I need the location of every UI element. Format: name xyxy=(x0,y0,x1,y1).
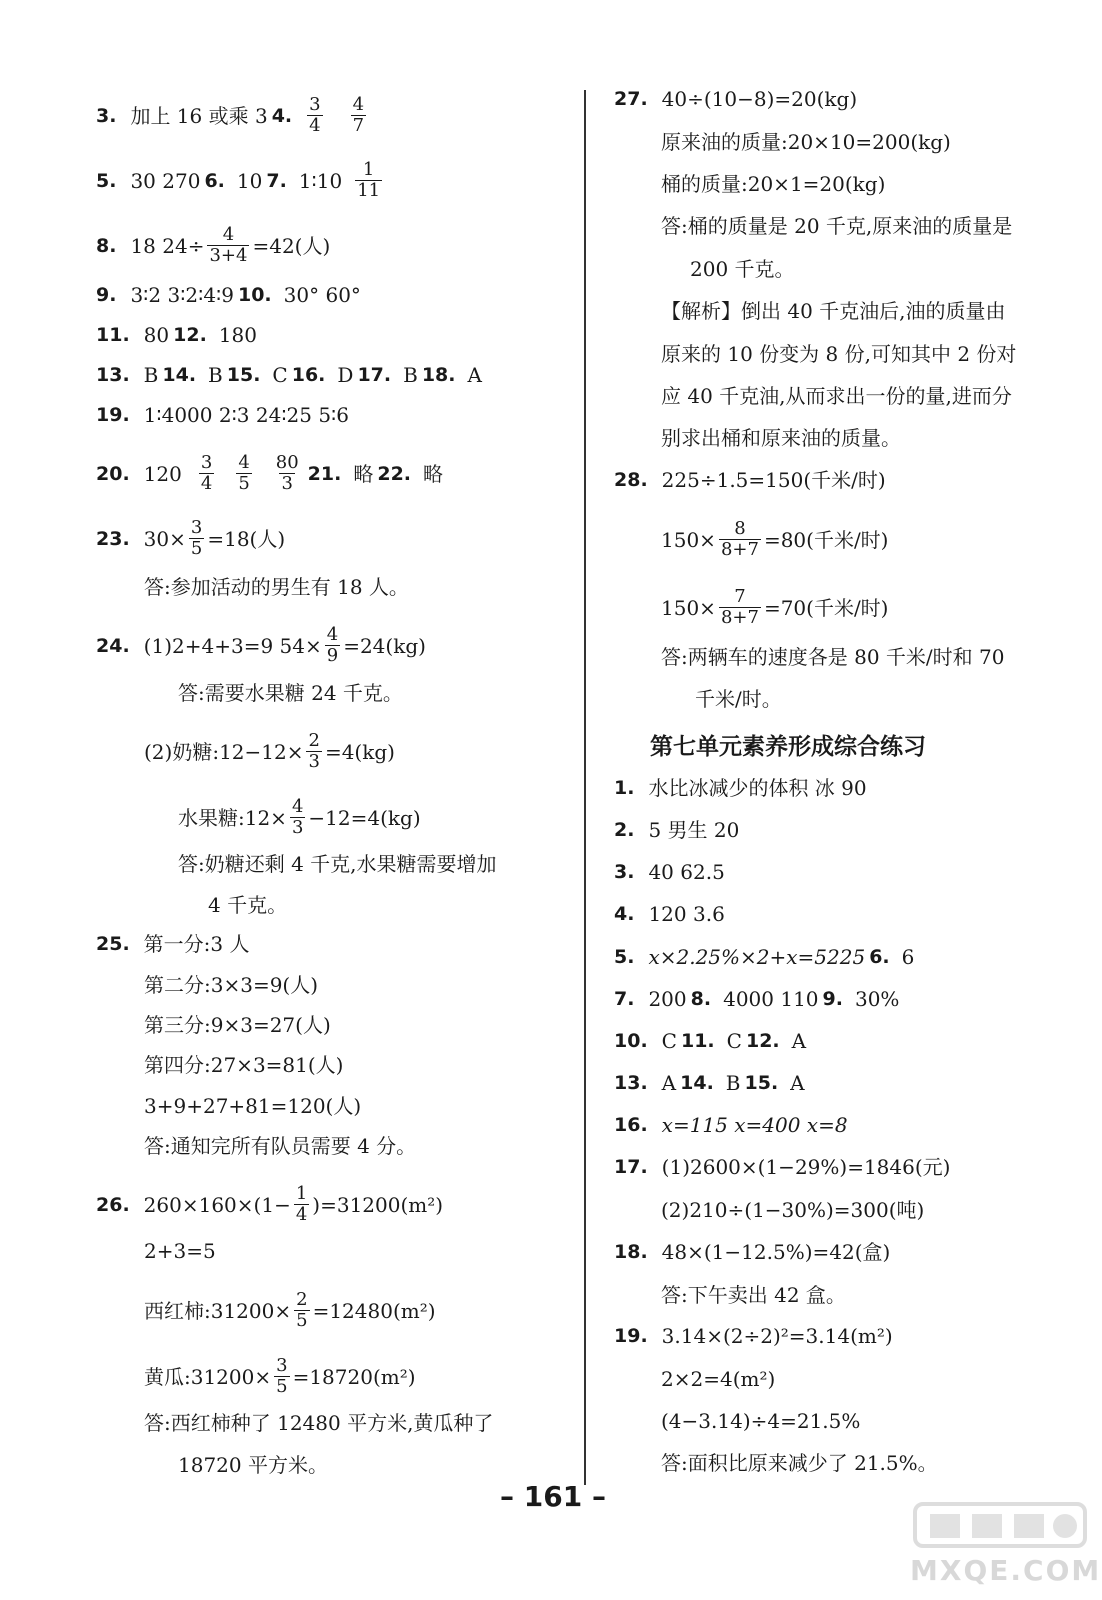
answer-text: 18720 平方米。 xyxy=(178,1453,328,1477)
fraction: $\frac{4}{5}$ xyxy=(238,452,250,494)
answer-text: 答:面积比原来减少了 21.5%。 xyxy=(661,1451,938,1475)
answer-text: 3+9+27+81=120(人) xyxy=(144,1094,362,1118)
answer-26-cucumber: 黄瓜:31200× $\frac{3}{5}$ =18720(m²) xyxy=(144,1355,416,1397)
unit7-answer-7-9: 7. 200 8. 4000 110 9. 30% xyxy=(614,987,900,1011)
answer-text: (4−3.14)÷4=21.5% xyxy=(661,1409,861,1433)
answer-text: 答:奶糖还剩 4 千克,水果糖需要增加 xyxy=(178,852,497,876)
fraction: $\frac{80}{3}$ xyxy=(275,452,299,494)
answer-text: 第二分:3×3=9(人) xyxy=(144,973,319,997)
answer-26: 26. 260×160×(1− $\frac{1}{4}$ )=31200(m²) xyxy=(96,1183,444,1225)
fraction: $\frac{3}{4}$ xyxy=(309,94,321,136)
fraction: $\frac{7}{8+7}$ xyxy=(720,586,759,628)
answer-24-2: (2)奶糖:12−12× $\frac{2}{3}$ =4(kg) xyxy=(144,730,395,772)
fraction: $\frac{1}{11}$ xyxy=(357,159,381,201)
answer-9-10: 9. 3∶2 3∶2∶4∶9 10. 30° 60° xyxy=(96,283,361,307)
answer-26-tomato: 西红柿:31200× $\frac{2}{5}$ =12480(m²) xyxy=(144,1289,436,1331)
analysis-text: 应 40 千克油,从而求出一份的量,进而分 xyxy=(661,384,1012,408)
fraction: $\frac{2}{3}$ xyxy=(308,730,320,772)
fraction: $\frac{1}{4}$ xyxy=(295,1183,308,1225)
answer-24: 24. (1)2+4+3=9 54× $\frac{4}{9}$ =24(kg) xyxy=(96,624,426,666)
unit7-answer-4: 4. 120 3.6 xyxy=(614,902,725,926)
watermark-text: MXQE.COM xyxy=(910,1554,1102,1587)
fraction: $\frac{3}{5}$ xyxy=(190,517,203,559)
answer-28-3: 150× $\frac{7}{8+7}$ =70(千米/时) xyxy=(661,586,889,628)
answer-text: 原来油的质量:20×10=200(kg) xyxy=(661,130,951,154)
unit7-answer-13-15: 13. A 14. B 15. A xyxy=(614,1071,805,1095)
answer-23: 23. 30× $\frac{3}{5}$ =18(人) xyxy=(96,517,286,559)
unit7-answer-2: 2. 5 男生 20 xyxy=(614,818,740,842)
answer-text: 200 千克。 xyxy=(690,257,795,281)
fraction: $\frac{3}{5}$ xyxy=(276,1355,288,1397)
page-number: – 161 – xyxy=(500,1480,606,1513)
unit7-answer-18: 18. 48×(1−12.5%)=42(盒) xyxy=(614,1240,891,1264)
answer-24-3: 水果糖:12× $\frac{4}{3}$ −12=4(kg) xyxy=(178,796,421,838)
answer-19: 19. 1∶4000 2∶3 24∶25 5∶6 xyxy=(96,403,349,427)
answer-text: 答:参加活动的男生有 18 人。 xyxy=(144,575,409,599)
analysis-text: 【解析】倒出 40 千克油后,油的质量由 xyxy=(661,299,1006,323)
answer-28: 28. 225÷1.5=150(千米/时) xyxy=(614,468,886,492)
answer-text: 答:桶的质量是 20 千克,原来油的质量是 xyxy=(661,214,1013,238)
answer-text: 千米/时。 xyxy=(695,687,782,711)
section-title: 第七单元素养形成综合练习 xyxy=(650,734,926,760)
fraction: $\frac{4}{7}$ xyxy=(352,94,365,136)
answer-text: 答:两辆车的速度各是 80 千米/时和 70 xyxy=(661,645,1005,669)
answer-text: (2)210÷(1−30%)=300(吨) xyxy=(661,1198,925,1222)
answer-3-4: 3. 加上 16 或乘 3 4. $\frac{3}{4}$ $\frac{4}{7}$ xyxy=(96,94,365,136)
fraction: $\frac{4}{3}$ xyxy=(291,796,304,838)
answer-text: 第四分:27×3=81(人) xyxy=(144,1053,344,1077)
watermark-logo xyxy=(910,1500,1102,1590)
answer-27: 27. 40÷(10−8)=20(kg) xyxy=(614,87,858,111)
unit7-answer-3: 3. 40 62.5 xyxy=(614,860,725,884)
answer-text: 答:通知完所有队员需要 4 分。 xyxy=(144,1134,417,1158)
unit7-answer-5-6: 5. x×2.25%×2+x=5225 6. 6 xyxy=(614,945,915,969)
fraction: $\frac{2}{5}$ xyxy=(296,1289,308,1331)
answer-13-18: 13. B 14. B 15. C 16. D 17. B 18. A xyxy=(96,363,482,387)
answer-text: 桶的质量:20×1=20(kg) xyxy=(661,172,886,196)
fraction: $\frac{4}{3+4}$ xyxy=(209,224,248,266)
answer-20-22: 20. 120 $\frac{3}{4}$ $\frac{4}{5}$ $\frac{80}{3}$ 21. 略 22. 略 xyxy=(96,452,444,494)
unit7-answer-16: 16. x=115 x=400 x=8 xyxy=(614,1113,848,1137)
answer-text: 答:需要水果糖 24 千克。 xyxy=(178,681,403,705)
unit7-answer-1: 1. 水比冰减少的体积 冰 90 xyxy=(614,776,867,800)
answer-25: 25. 第一分:3 人 xyxy=(96,932,250,956)
unit7-answer-17: 17. (1)2600×(1−29%)=1846(元) xyxy=(614,1155,951,1179)
answer-text: 答:西红柿种了 12480 平方米,黄瓜种了 xyxy=(144,1411,494,1435)
column-divider xyxy=(584,90,586,1485)
answer-text: 4 千克。 xyxy=(208,893,288,917)
fraction: $\frac{4}{9}$ xyxy=(326,624,339,666)
watermark-badge-icon xyxy=(910,1500,1090,1550)
answer-28-2: 150× $\frac{8}{8+7}$ =80(千米/时) xyxy=(661,518,889,560)
analysis-text: 别求出桶和原来油的质量。 xyxy=(661,426,901,450)
analysis-text: 原来的 10 份变为 8 份,可知其中 2 份对 xyxy=(661,342,1017,366)
answer-8: 8. 18 24÷ $\frac{4}{3+4}$ =42(人) xyxy=(96,224,331,266)
answer-text: 2×2=4(m²) xyxy=(661,1367,776,1391)
answer-5-7: 5. 30 270 6. 10 7. 1∶10 $\frac{1}{11}$ xyxy=(96,159,381,201)
unit7-answer-19: 19. 3.14×(2÷2)²=3.14(m²) xyxy=(614,1324,893,1348)
answer-11-12: 11. 80 12. 180 xyxy=(96,323,257,347)
answer-text: 答:下午卖出 42 盒。 xyxy=(661,1283,846,1307)
answer-text: 第三分:9×3=27(人) xyxy=(144,1013,331,1037)
unit7-answer-10-12: 10. C 11. C 12. A xyxy=(614,1029,807,1053)
fraction: $\frac{8}{8+7}$ xyxy=(720,518,759,560)
fraction: $\frac{3}{4}$ xyxy=(200,452,213,494)
answer-text: 2+3=5 xyxy=(144,1239,216,1263)
